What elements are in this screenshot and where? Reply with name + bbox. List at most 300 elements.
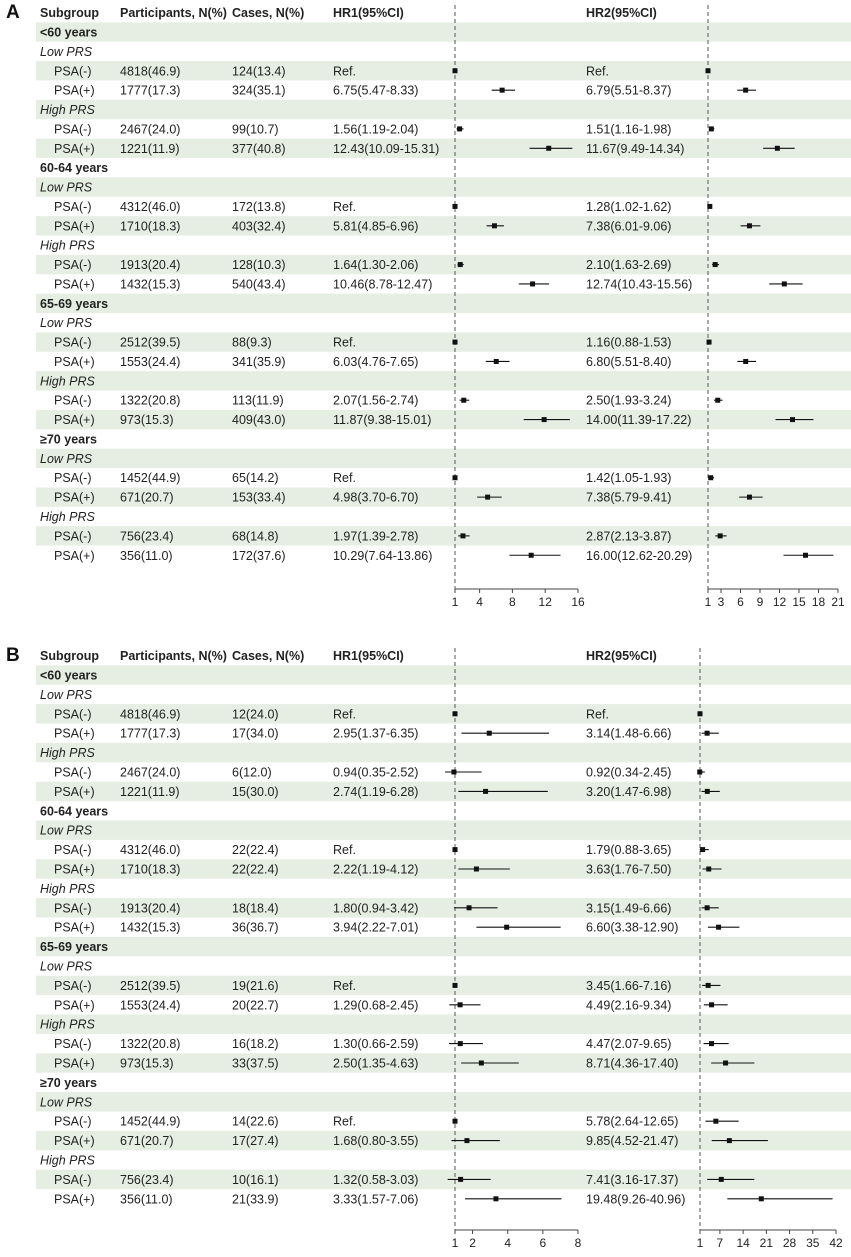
panel-label-a: A <box>6 2 20 23</box>
hr2-tick-label: 14 <box>736 1236 750 1250</box>
hr2-value: 6.60(3.38-12.90) <box>586 920 679 935</box>
hr1-point-marker <box>529 553 534 558</box>
hr2-tick-label: 12 <box>772 595 787 609</box>
hr2-value: Ref. <box>586 707 609 722</box>
age-group-label: <60 years <box>40 25 98 40</box>
hr2-point-marker <box>707 340 712 345</box>
psa-status-label: PSA(+) <box>54 1056 95 1071</box>
hr1-point-marker <box>467 905 472 910</box>
row-band <box>36 449 851 468</box>
participants-value: 1777(17.3) <box>120 726 181 741</box>
hr2-point-marker <box>707 204 712 209</box>
hr1-tick-label: 8 <box>574 1236 582 1250</box>
hr1-point-marker <box>453 1119 458 1124</box>
cases-value: 17(34.0) <box>232 726 279 741</box>
hr2-value: 12.74(10.43-15.56) <box>586 277 693 292</box>
participants-value: 1221(11.9) <box>120 784 180 799</box>
hr2-point-marker <box>715 398 720 403</box>
hr2-tick-label: 15 <box>792 595 806 609</box>
hr1-value: Ref. <box>333 64 356 79</box>
hr1-value: 1.30(0.66-2.59) <box>333 1037 419 1052</box>
hr1-point-marker <box>479 1061 484 1066</box>
hr2-point-marker <box>698 711 703 716</box>
hr1-tick-label: 4 <box>504 1236 512 1250</box>
prs-group-label: High PRS <box>40 1017 95 1032</box>
hr1-point-marker <box>461 398 466 403</box>
cases-value: 65(14.2) <box>232 471 279 486</box>
psa-status-label: PSA(+) <box>54 141 95 156</box>
participants-value: 1452(44.9) <box>120 471 181 486</box>
hr2-value: 2.10(1.63-2.69) <box>586 258 672 273</box>
psa-status-label: PSA(+) <box>54 862 95 877</box>
hr2-point-marker <box>790 417 795 422</box>
psa-status-label: PSA(-) <box>54 1172 92 1187</box>
hr1-tick-label: 6 <box>539 1236 547 1250</box>
hr2-value: 16.00(12.62-20.29) <box>586 548 693 563</box>
hr2-point-marker <box>700 847 705 852</box>
psa-status-label: PSA(+) <box>54 354 95 369</box>
participants-value: 2467(24.0) <box>120 765 181 780</box>
cases-value: 20(22.7) <box>232 998 279 1013</box>
hr2-point-marker <box>716 925 721 930</box>
col-header-hr1: HR1(95%CI) <box>333 649 404 663</box>
hr2-point-marker <box>705 789 710 794</box>
hr2-tick-label: 6 <box>737 595 744 609</box>
hr1-point-marker <box>453 711 458 716</box>
participants-value: 1432(15.3) <box>120 277 181 292</box>
hr2-value: 1.42(1.05-1.93) <box>586 471 672 486</box>
hr1-point-marker <box>483 789 488 794</box>
hr1-value: Ref. <box>333 978 356 993</box>
hr1-point-marker <box>451 770 456 775</box>
hr1-point-marker <box>457 126 462 131</box>
cases-value: 22(22.4) <box>232 843 279 858</box>
cases-value: 19(21.6) <box>232 978 279 993</box>
cases-value: 409(43.0) <box>232 413 286 428</box>
participants-value: 2512(39.5) <box>120 335 181 350</box>
psa-status-label: PSA(+) <box>54 920 95 935</box>
hr2-point-marker <box>709 126 714 131</box>
hr1-point-marker <box>458 1002 463 1007</box>
hr2-value: 7.38(5.79-9.41) <box>586 490 672 505</box>
hr2-value: 1.16(0.88-1.53) <box>586 335 672 350</box>
age-group-label: ≥70 years <box>40 1075 97 1090</box>
hr2-value: 3.45(1.66-7.16) <box>586 978 672 993</box>
hr1-point-marker <box>493 1196 498 1201</box>
hr2-tick-label: 28 <box>782 1236 797 1250</box>
participants-value: 756(23.4) <box>120 1172 174 1187</box>
hr1-value: 1.68(0.80-3.55) <box>333 1134 419 1149</box>
participants-value: 2467(24.0) <box>120 122 181 137</box>
prs-group-label: High PRS <box>40 374 95 389</box>
participants-value: 973(15.3) <box>120 413 174 428</box>
psa-status-label: PSA(-) <box>54 471 92 486</box>
hr1-value: 1.32(0.58-3.03) <box>333 1172 419 1187</box>
hr2-point-marker <box>719 1177 724 1182</box>
psa-status-label: PSA(-) <box>54 258 92 273</box>
participants-value: 671(20.7) <box>120 1134 174 1149</box>
hr2-tick-label: 3 <box>717 595 725 609</box>
psa-status-label: PSA(-) <box>54 64 92 79</box>
hr2-point-marker <box>747 223 752 228</box>
hr1-value: 2.07(1.56-2.74) <box>333 393 419 408</box>
hr2-value: 6.80(5.51-8.40) <box>586 354 672 369</box>
hr2-tick-label: 7 <box>716 1236 724 1250</box>
hr1-value: Ref. <box>333 471 356 486</box>
cases-value: 403(32.4) <box>232 219 286 234</box>
psa-status-label: PSA(-) <box>54 529 92 544</box>
participants-value: 356(11.0) <box>120 1192 173 1207</box>
row-band <box>36 177 851 196</box>
hr1-value: Ref. <box>333 843 356 858</box>
psa-status-label: PSA(-) <box>54 707 92 722</box>
row-band <box>36 22 851 41</box>
hr2-value: 1.28(1.02-1.62) <box>586 199 672 214</box>
psa-status-label: PSA(+) <box>54 1192 95 1207</box>
forest-panel-a <box>0 0 851 609</box>
age-group-label: 65-69 years <box>40 296 109 311</box>
hr2-point-marker <box>743 359 748 364</box>
prs-group-label: High PRS <box>40 238 95 253</box>
row-band <box>36 1092 851 1111</box>
hr1-point-marker <box>546 146 551 151</box>
participants-value: 756(23.4) <box>120 529 174 544</box>
hr2-point-marker <box>743 88 748 93</box>
hr2-point-marker <box>803 553 808 558</box>
psa-status-label: PSA(+) <box>54 277 95 292</box>
hr2-point-marker <box>697 770 702 775</box>
psa-status-label: PSA(+) <box>54 1134 95 1149</box>
hr1-tick-label: 1 <box>451 1236 459 1250</box>
participants-value: 671(20.7) <box>120 490 174 505</box>
hr1-value: 6.75(5.47-8.33) <box>333 83 419 98</box>
hr2-value: 7.41(3.16-17.37) <box>586 1172 679 1187</box>
hr2-value: 7.38(6.01-9.06) <box>586 219 672 234</box>
hr1-point-marker <box>500 88 505 93</box>
hr1-tick-label: 1 <box>451 595 459 609</box>
hr2-point-marker <box>775 146 780 151</box>
hr1-tick-label: 16 <box>571 595 585 609</box>
hr1-point-marker <box>453 847 458 852</box>
prs-group-label: High PRS <box>40 510 95 524</box>
hr2-value: 19.48(9.26-40.96) <box>586 1192 686 1207</box>
participants-value: 356(11.0) <box>120 548 173 563</box>
col-header-participants: Participants, N(%) <box>120 649 227 663</box>
participants-value: 973(15.3) <box>120 1056 174 1071</box>
cases-value: 33(37.5) <box>232 1056 279 1071</box>
hr1-value: 1.80(0.94-3.42) <box>333 901 419 916</box>
participants-value: 4818(46.9) <box>120 707 181 722</box>
prs-group-label: High PRS <box>40 746 95 761</box>
psa-status-label: PSA(-) <box>54 335 92 350</box>
hr2-point-marker <box>705 905 710 910</box>
psa-status-label: PSA(-) <box>54 1114 92 1129</box>
cases-value: 22(22.4) <box>232 862 279 877</box>
hr2-tick-label: 1 <box>704 595 712 609</box>
hr1-value: 2.50(1.35-4.63) <box>333 1056 419 1071</box>
forest-plot-a <box>0 0 851 609</box>
hr2-value: 3.15(1.49-6.66) <box>586 901 672 916</box>
prs-group-label: Low PRS <box>40 823 93 838</box>
hr1-point-marker <box>453 983 458 988</box>
hr2-value: Ref. <box>586 64 609 79</box>
participants-value: 4312(46.0) <box>120 199 181 214</box>
cases-value: 153(33.4) <box>232 490 286 505</box>
hr2-value: 0.92(0.34-2.45) <box>586 765 672 780</box>
participants-value: 1432(15.3) <box>120 920 181 935</box>
col-header-subgroup: Subgroup <box>40 6 100 20</box>
hr1-point-marker <box>453 68 458 73</box>
prs-group-label: Low PRS <box>40 687 93 702</box>
cases-value: 124(13.4) <box>232 64 286 79</box>
hr1-value: 12.43(10.09-15.31) <box>333 141 440 156</box>
cases-value: 16(18.2) <box>232 1037 279 1052</box>
participants-value: 1553(24.4) <box>120 998 181 1013</box>
participants-value: 1710(18.3) <box>120 862 181 877</box>
hr1-value: 1.29(0.68-2.45) <box>333 998 419 1013</box>
hr1-value: 1.97(1.39-2.78) <box>333 529 419 544</box>
cases-value: 377(40.8) <box>232 141 286 156</box>
participants-value: 1322(20.8) <box>120 1037 181 1052</box>
hr1-value: 5.81(4.85-6.96) <box>333 219 419 234</box>
psa-status-label: PSA(-) <box>54 122 92 137</box>
row-band <box>36 665 851 684</box>
psa-status-label: PSA(+) <box>54 490 95 505</box>
hr1-value: 2.74(1.19-6.28) <box>333 784 419 799</box>
participants-value: 2512(39.5) <box>120 978 181 993</box>
prs-group-label: Low PRS <box>40 44 93 59</box>
hr2-value: 6.79(5.51-8.37) <box>586 83 672 98</box>
participants-value: 1913(20.4) <box>120 901 181 916</box>
row-band <box>36 100 851 119</box>
psa-status-label: PSA(-) <box>54 978 92 993</box>
prs-group-label: High PRS <box>40 1153 95 1168</box>
cases-value: 6(12.0) <box>232 765 272 780</box>
hr1-value: 3.94(2.22-7.01) <box>333 920 419 935</box>
hr2-point-marker <box>727 1138 732 1143</box>
hr1-value: 6.03(4.76-7.65) <box>333 354 419 369</box>
cases-value: 128(10.3) <box>232 258 286 273</box>
hr2-value: 3.14(1.48-6.66) <box>586 726 672 741</box>
cases-value: 88(9.3) <box>232 335 272 350</box>
cases-value: 21(33.9) <box>232 1192 279 1207</box>
row-band <box>36 937 851 956</box>
hr1-point-marker <box>458 1177 463 1182</box>
prs-group-label: Low PRS <box>40 1095 93 1110</box>
hr2-value: 4.49(2.16-9.34) <box>586 998 672 1013</box>
prs-group-label: Low PRS <box>40 180 93 195</box>
hr2-value: 2.50(1.93-3.24) <box>586 393 672 408</box>
psa-status-label: PSA(+) <box>54 548 95 563</box>
cases-value: 17(27.4) <box>232 1134 279 1149</box>
hr1-point-marker <box>504 925 509 930</box>
prs-group-label: Low PRS <box>40 316 93 331</box>
psa-status-label: PSA(+) <box>54 726 95 741</box>
cases-value: 12(24.0) <box>232 707 279 722</box>
hr1-point-marker <box>460 533 465 538</box>
hr1-tick-label: 12 <box>538 595 552 609</box>
panel-label-b: B <box>6 645 20 666</box>
hr1-point-marker <box>453 340 458 345</box>
cases-value: 172(37.6) <box>232 548 286 563</box>
participants-value: 4312(46.0) <box>120 843 181 858</box>
hr1-value: 1.64(1.30-2.06) <box>333 258 419 273</box>
participants-value: 1553(24.4) <box>120 354 181 369</box>
hr1-point-marker <box>542 417 547 422</box>
row-band <box>36 371 851 390</box>
row-band <box>36 294 851 313</box>
cases-value: 10(16.1) <box>232 1172 279 1187</box>
cases-value: 113(11.9) <box>232 393 284 408</box>
col-header-hr2: HR2(95%CI) <box>586 649 657 663</box>
hr2-point-marker <box>706 68 711 73</box>
hr1-value: 10.46(8.78-12.47) <box>333 277 433 292</box>
hr2-point-marker <box>747 495 752 500</box>
hr1-point-marker <box>458 1041 463 1046</box>
hr2-point-marker <box>709 1002 714 1007</box>
row-band <box>36 1015 851 1034</box>
col-header-hr1: HR1(95%CI) <box>333 6 404 20</box>
psa-status-label: PSA(+) <box>54 784 95 799</box>
hr1-tick-label: 2 <box>469 1236 476 1250</box>
age-group-label: 60-64 years <box>40 804 109 819</box>
hr1-point-marker <box>474 867 479 872</box>
row-band <box>36 743 851 762</box>
cases-value: 324(35.1) <box>232 83 286 98</box>
psa-status-label: PSA(+) <box>54 219 95 234</box>
hr1-value: Ref. <box>333 335 356 350</box>
age-group-label: <60 years <box>40 668 98 683</box>
psa-status-label: PSA(+) <box>54 413 95 428</box>
col-header-cases: Cases, N(%) <box>232 649 305 663</box>
hr1-value: 0.94(0.35-2.52) <box>333 765 419 780</box>
hr2-tick-label: 9 <box>756 595 764 609</box>
hr1-value: 2.95(1.37-6.35) <box>333 726 419 741</box>
hr2-value: 11.67(9.49-14.34) <box>586 141 685 156</box>
hr2-value: 8.71(4.36-17.40) <box>586 1056 679 1071</box>
cases-value: 68(14.8) <box>232 529 279 544</box>
hr1-point-marker <box>492 223 497 228</box>
hr1-tick-label: 8 <box>509 595 516 609</box>
hr2-tick-label: 18 <box>811 595 826 609</box>
hr2-tick-label: 1 <box>696 1236 704 1250</box>
age-group-label: 60-64 years <box>40 161 109 176</box>
prs-group-label: Low PRS <box>40 451 93 466</box>
hr2-point-marker <box>705 731 710 736</box>
hr2-tick-label: 42 <box>829 1236 843 1250</box>
forest-panel-b <box>0 643 851 1257</box>
hr1-point-marker <box>487 731 492 736</box>
hr1-value: Ref. <box>333 707 356 722</box>
hr2-value: 3.63(1.76-7.50) <box>586 862 672 877</box>
hr1-value: 2.22(1.19-4.12) <box>333 862 419 877</box>
prs-group-label: High PRS <box>40 881 95 896</box>
hr1-value: 10.29(7.64-13.86) <box>333 548 433 563</box>
hr1-point-marker <box>485 495 490 500</box>
hr2-point-marker <box>723 1061 728 1066</box>
hr2-point-marker <box>708 475 713 480</box>
cases-value: 172(13.8) <box>232 199 286 214</box>
hr2-tick-label: 21 <box>759 1236 774 1250</box>
cases-value: 15(30.0) <box>232 784 279 799</box>
psa-status-label: PSA(+) <box>54 83 95 98</box>
cases-value: 540(43.4) <box>232 277 286 292</box>
participants-value: 4818(46.9) <box>120 64 181 79</box>
hr2-value: 9.85(4.52-21.47) <box>586 1134 679 1149</box>
hr2-point-marker <box>706 867 711 872</box>
prs-group-label: Low PRS <box>40 959 93 974</box>
hr2-point-marker <box>718 533 723 538</box>
hr2-value: 5.78(2.64-12.65) <box>586 1114 679 1129</box>
col-header-hr2: HR2(95%CI) <box>586 6 657 20</box>
forest-plot-b <box>0 643 851 1257</box>
hr1-point-marker <box>494 359 499 364</box>
hr1-value: Ref. <box>333 199 356 214</box>
col-header-participants: Participants, N(%) <box>120 6 227 20</box>
psa-status-label: PSA(-) <box>54 393 92 408</box>
psa-status-label: PSA(-) <box>54 1037 92 1052</box>
psa-status-label: PSA(-) <box>54 199 92 214</box>
hr1-point-marker <box>530 281 535 286</box>
hr1-value: 3.33(1.57-7.06) <box>333 1192 419 1207</box>
participants-value: 1777(17.3) <box>120 83 181 98</box>
hr2-point-marker <box>706 983 711 988</box>
prs-group-label: High PRS <box>40 103 95 118</box>
hr2-value: 3.20(1.47-6.98) <box>586 784 672 799</box>
cases-value: 341(35.9) <box>232 354 286 369</box>
hr1-value: 1.56(1.19-2.04) <box>333 122 419 137</box>
hr2-value: 2.87(2.13-3.87) <box>586 529 672 544</box>
row-band <box>36 821 851 840</box>
hr2-tick-label: 35 <box>806 1236 820 1250</box>
hr1-tick-label: 4 <box>476 595 483 609</box>
hr1-point-marker <box>453 204 458 209</box>
hr2-point-marker <box>713 1119 718 1124</box>
hr2-point-marker <box>759 1196 764 1201</box>
psa-status-label: PSA(-) <box>54 901 92 916</box>
hr2-point-marker <box>713 262 718 267</box>
psa-status-label: PSA(-) <box>54 765 92 780</box>
participants-value: 1452(44.9) <box>120 1114 181 1129</box>
age-group-label: ≥70 years <box>40 432 97 447</box>
hr1-value: 11.87(9.38-15.01) <box>333 413 432 428</box>
cases-value: 99(10.7) <box>232 122 279 137</box>
cases-value: 36(36.7) <box>232 920 279 935</box>
hr2-value: 1.79(0.88-3.65) <box>586 843 672 858</box>
hr2-value: 4.47(2.07-9.65) <box>586 1037 672 1052</box>
hr2-value: 1.51(1.16-1.98) <box>586 122 672 137</box>
psa-status-label: PSA(-) <box>54 843 92 858</box>
hr1-value: Ref. <box>333 1114 356 1129</box>
hr2-point-marker <box>709 1041 714 1046</box>
hr1-value: 4.98(3.70-6.70) <box>333 490 419 505</box>
hr1-point-marker <box>453 475 458 480</box>
col-header-cases: Cases, N(%) <box>232 6 305 20</box>
cases-value: 18(18.4) <box>232 901 279 916</box>
age-group-label: 65-69 years <box>40 940 109 955</box>
hr1-point-marker <box>458 262 463 267</box>
participants-value: 1710(18.3) <box>120 219 181 234</box>
psa-status-label: PSA(+) <box>54 998 95 1013</box>
col-header-subgroup: Subgroup <box>40 649 100 663</box>
participants-value: 1221(11.9) <box>120 141 180 156</box>
hr2-point-marker <box>782 281 787 286</box>
hr2-tick-label: 21 <box>831 595 845 609</box>
participants-value: 1322(20.8) <box>120 393 181 408</box>
hr2-value: 14.00(11.39-17.22) <box>586 413 692 428</box>
cases-value: 14(22.6) <box>232 1114 279 1129</box>
participants-value: 1913(20.4) <box>120 258 181 273</box>
